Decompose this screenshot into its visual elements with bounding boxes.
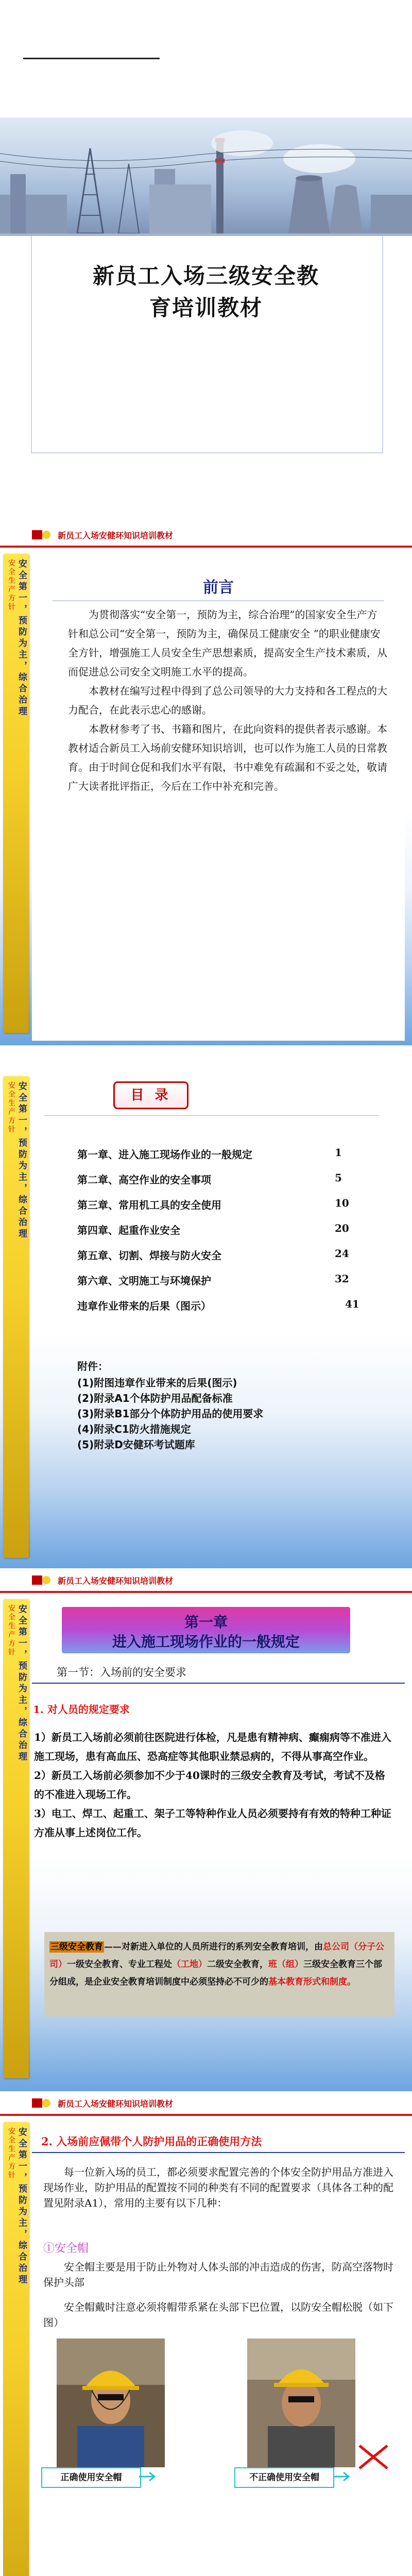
arrow-right-icon — [332, 2470, 353, 2483]
attachment-item[interactable]: (4)附录C1防火措施规定 — [77, 1423, 191, 1435]
toc-item[interactable]: 第二章、高空作业的安全事项 5 — [77, 1172, 342, 1186]
worker-incorrect-icon — [247, 2338, 355, 2467]
header-red-bar — [0, 546, 412, 548]
section-rule — [32, 2152, 405, 2153]
rule-item: 2）新员工入场前必须参加不少于40课时的三级安全教育及考试，考试不及格的不准进入现场工作。 — [34, 1769, 385, 1801]
sidebar-line2: 安全第一，预防为主，综合治理 — [16, 1081, 27, 1240]
preface-body — [68, 605, 387, 796]
cover-title — [31, 260, 381, 324]
toc-item[interactable]: 违章作业带来的后果（图示） 41 — [77, 1298, 359, 1312]
header-title: 新员工入场安健环知识培训教材 — [58, 1576, 174, 1586]
cover-title-line1: 新员工入场三级安全教 — [92, 263, 319, 289]
toc-label: 目 录 — [113, 1081, 188, 1109]
preface-title-rule — [53, 600, 384, 601]
slide-header — [0, 523, 412, 546]
cover-top-rule — [23, 58, 160, 59]
toc-item[interactable]: 第六章、文明施工与环境保护 32 — [77, 1273, 349, 1287]
helmet-description: 安全帽主要是用于防止外物对人体头部的冲击造成的伤害，防高空落物时保护头部 — [43, 2261, 393, 2289]
slide-header — [0, 2091, 412, 2114]
preface-title: 前言 — [203, 579, 234, 597]
cover-slide — [0, 0, 412, 523]
preface-paragraph: 本教材在编写过程中得到了总公司领导的大力支持和各工程点的大力配合，在此表示忠心的感谢。 — [68, 685, 387, 716]
rules-list — [34, 1728, 394, 1842]
attachment-item[interactable]: (2)附录A1个体防护用品配备标准 — [77, 1392, 233, 1404]
section-rule — [32, 1683, 405, 1684]
toc-attachments — [77, 1359, 386, 1452]
helmet-note: 安全帽戴时注意必须将帽带系紧在头部下巴位置，以防安全帽松脱（如下图） — [43, 2301, 393, 2329]
toc-item[interactable]: 第一章、进入施工现场作业的一般规定 1 — [77, 1146, 342, 1161]
company-logo-icon — [31, 2096, 52, 2110]
rule-item: 1）新员工入场前必须前往医院进行体检，凡是患有精神病、癫痫病等不准进入施工现场，患有高血压、恐高症等其他职业禁忌病的，不得从事高空作业。 — [34, 1731, 391, 1762]
caption-incorrect: 不正确使用安全帽 — [234, 2467, 334, 2488]
ppe-intro: 每一位新入场的员工，都必须要求配置完善的个体安全防护用品方准进入现场作业，防护用品的配置按不同的种类有不同的配置要求（具体各工种的配置见附录A1），常用的主要有以下几种： — [43, 2166, 393, 2209]
toc-item[interactable]: 第五章、切割、焊接与防火安全 24 — [77, 1247, 349, 1262]
attachment-item[interactable]: (5)附录D安健环考试题库 — [77, 1438, 195, 1451]
attachment-item[interactable]: (3)附录B1部分个体防护用品的使用要求 — [77, 1408, 264, 1420]
definition-note — [44, 1932, 394, 2016]
company-logo-icon — [31, 528, 52, 541]
toc-slide — [0, 1045, 412, 1568]
preface-content — [32, 554, 405, 1041]
header-red-bar — [0, 1591, 412, 1593]
requirements-heading: 1. 对人员的规定要求 — [33, 1703, 130, 1716]
attachment-item[interactable]: (1)附图违章作业带来的后果(图示) — [77, 1377, 237, 1389]
chapter-title: 进入施工现场作业的一般规定 — [112, 1633, 300, 1650]
cover-title-line2: 育培训教材 — [149, 295, 263, 320]
sidebar-policy — [3, 554, 29, 1033]
chapter-title-box — [62, 1607, 350, 1653]
sidebar-line1: 安全生产方针 — [7, 1604, 15, 1657]
worker-correct-icon — [57, 2338, 165, 2467]
header-red-bar — [0, 2114, 412, 2116]
cover-banner-image — [0, 117, 412, 233]
sidebar-line1: 安全生产方针 — [7, 2127, 15, 2180]
incorrect-helmet-photo — [247, 2338, 355, 2467]
sidebar-policy — [3, 1599, 29, 2078]
helmet-heading: ①安全帽 — [43, 2242, 89, 2255]
cross-mark-icon — [355, 2442, 391, 2472]
chapter-number: 第一章 — [184, 1614, 228, 1631]
definition-text: 三级安全教育 ——对新进入单位的人员所进行的系列安全教育培训，由总公司（分子公司）一级安全教育、专业工程处（工地）二级安全教育，班（组）三级安全教育三个部分组成，是企业安全教育培训制度中必须坚持必不可少的基本教育形式和制度。 — [49, 1942, 384, 1987]
toc-list — [77, 1146, 386, 1323]
toc-divider — [44, 1115, 379, 1116]
sidebar-line2: 安全第一，预防为主，综合治理 — [16, 1604, 27, 1763]
preface-paragraph: 为贯彻落实“安全第一，预防为主，综合治理”的国家安全生产方针和总公司“安全第一，预防为主，确保员工健康安全 ”的职业健康安全方针，增强施工人员安全生产思想素质，提高安全生产技术素质，从而促进总公司安全文明施工水平的提高。 — [68, 608, 387, 678]
sidebar-line2: 安全第一，预防为主，综合治理 — [16, 2127, 27, 2286]
rule-item: 3）电工、焊工、起重工、架子工等特种作业人员必须要持有有效的特种工种证方准从事上述岗位工作。 — [34, 1807, 391, 1839]
sidebar-policy — [3, 1076, 29, 1558]
preface-paragraph: 本教材参考了书、书籍和图片，在此向资料的提供者表示感谢。本教材适合新员工入场前安健环知识培训，也可以作为施工人员的日常教育。由于时间仓促和我们水平有限，书中难免有疏漏和不妥之处，敬请广大读者批评指正，今后在工作中补充和完善。 — [68, 723, 387, 792]
toc-item[interactable]: 第三章、常用机工具的安全使用 10 — [77, 1197, 349, 1211]
correct-helmet-photo — [57, 2338, 165, 2467]
chapter1-slide — [0, 1568, 412, 2091]
sidebar-line2: 安全第一，预防为主，综合治理 — [16, 559, 27, 718]
preface-slide — [0, 523, 412, 1045]
section-heading: 第一节：入场前的安全要求 — [57, 1666, 186, 1679]
attachments-heading: 附件： — [77, 1360, 108, 1372]
header-title: 新员工入场安健环知识培训教材 — [58, 2099, 174, 2109]
slide-header — [0, 1568, 412, 1591]
sidebar-policy — [3, 2122, 29, 2576]
header-title: 新员工入场安健环知识培训教材 — [58, 531, 174, 540]
company-logo-icon — [31, 1573, 52, 1587]
power-plant-illustration — [0, 117, 412, 233]
arrow-right-icon — [138, 2470, 159, 2483]
sidebar-line1: 安全生产方针 — [7, 1081, 15, 1134]
caption-correct: 正确使用安全帽 — [41, 2467, 141, 2488]
ppe-slide — [0, 2091, 412, 2576]
note-label: 三级安全教育 — [50, 1942, 103, 1952]
toc-item[interactable]: 第四章、起重作业安全 20 — [77, 1222, 349, 1236]
ppe-heading: 2. 入场前应佩带个人防护用品的正确使用方法 — [41, 2135, 262, 2148]
sidebar-line1: 安全生产方针 — [7, 559, 15, 612]
